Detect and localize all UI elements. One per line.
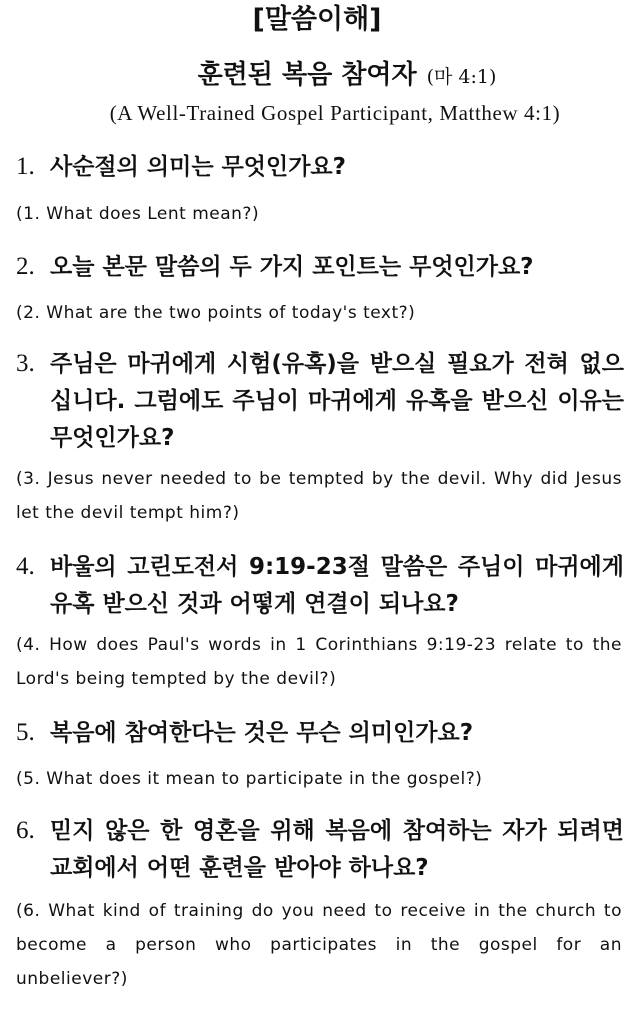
question-en: (5. What does it mean to participate in the gospel?) <box>16 769 483 789</box>
sermon-title <box>0 56 634 96</box>
question-number: 3. <box>16 350 35 377</box>
sermon-title-ko: 훈련된 복음 참여자 <box>197 60 417 90</box>
question-en: (1. What does Lent mean?) <box>16 204 260 224</box>
question-number: 2. <box>16 253 35 280</box>
sermon-title-en: (A Well-Trained Gospel Participant, Matthew 4:1) <box>109 101 561 125</box>
question-ko <box>16 345 624 457</box>
question-en: (2. What are the two points of today's text?) <box>16 303 416 323</box>
question-ko <box>16 148 624 186</box>
question-number: 6. <box>16 817 35 844</box>
question-number: 1. <box>16 153 35 180</box>
page-title: [말씀이해] <box>252 4 382 35</box>
question-number: 5. <box>16 719 35 746</box>
scripture-reference: (마 4:1) <box>426 66 497 88</box>
question-text-ko: 사순절의 의미는 무엇인가요? <box>50 154 346 180</box>
question-text-ko: 바울의 고린도전서 9:19-23절 말씀은 주님이 마귀에게 유혹 받으신 것과 어떻게 연결이 되나요? <box>50 554 624 617</box>
question-ko <box>16 248 624 286</box>
question-text-ko: 오늘 본문 말씀의 두 가지 포인트는 무엇인가요? <box>50 254 534 280</box>
question-text-ko: 믿지 않은 한 영혼을 위해 복음에 참여하는 자가 되려면 교회에서 어떤 훈련을 받아야 하나요? <box>50 818 624 881</box>
question-ko <box>16 714 624 752</box>
question-text-ko: 복음에 참여한다는 것은 무슨 의미인가요? <box>50 720 474 746</box>
question-en: (6. What kind of training do you need to receive in the church to become a person who participates in the gospel for an unbeliever?) <box>16 901 622 989</box>
question-ko <box>16 548 624 623</box>
question-ko <box>16 812 624 887</box>
question-en: (3. Jesus never needed to be tempted by the devil. Why did Jesus let the devil tempt him?) <box>16 469 622 523</box>
question-text-ko: 주님은 마귀에게 시험(유혹)을 받으실 필요가 전혀 없으십니다. 그럼에도 주님이 마귀에게 유혹을 받으신 이유는 무엇인가요? <box>50 351 624 451</box>
question-en: (4. How does Paul's words in 1 Corinthians 9:19-23 relate to the Lord's being tempted by the devil?) <box>16 635 622 689</box>
question-number: 4. <box>16 553 35 580</box>
